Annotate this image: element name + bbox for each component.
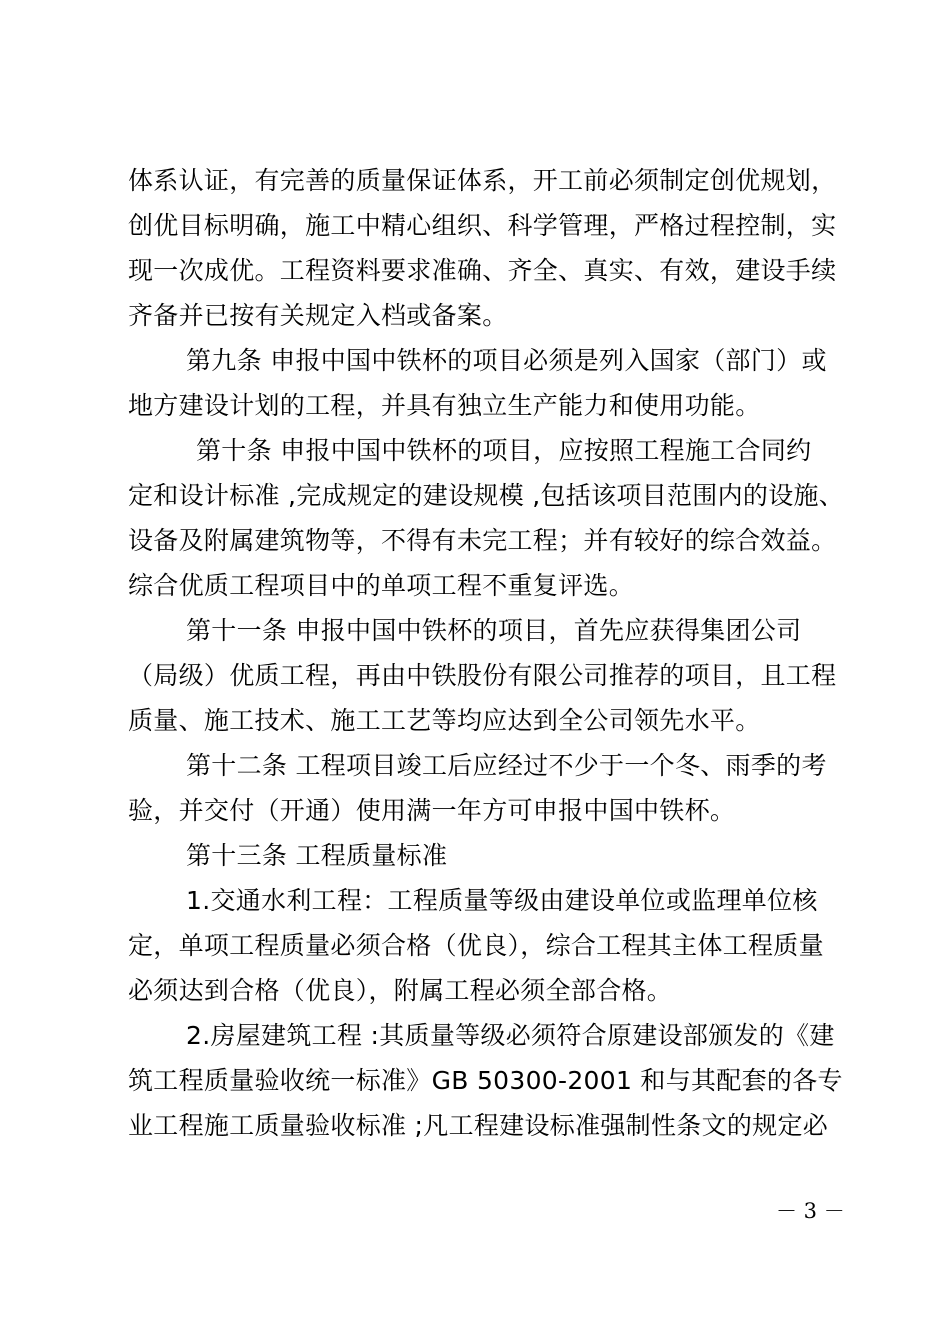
text-line: 定，单项工程质量必须合格（优良），综合工程其主体工程质量: [128, 931, 824, 960]
text-line: 必须达到合格（优良），附属工程必须全部合格。: [128, 976, 673, 1005]
text-line: 创优目标明确，施工中精心组织、科学管理，严格过程控制，实: [128, 211, 837, 240]
page-number: － 3 －: [776, 1199, 845, 1223]
text-line: 验，并交付（开通）使用满一年方可申报中国中铁杯。: [128, 796, 736, 825]
text-line: 体系认证，有完善的质量保证体系，开工前必须制定创优规划，: [128, 166, 837, 195]
text-line: （局级）优质工程，再由中铁股份有限公司推荐的项目，且工程: [128, 661, 837, 690]
article-11-heading-line: 第十一条 申报中国中铁杯的项目，首先应获得集团公司: [186, 616, 802, 645]
text-line: 设备及附属建筑物等，不得有未完工程；并有较好的综合效益。: [128, 526, 837, 555]
text-line: 现一次成优。工程资料要求准确、齐全、真实、有效，建设手续: [128, 256, 837, 285]
text-line: 地方建设计划的工程，并具有独立生产能力和使用功能。: [128, 391, 761, 420]
text-line: 筑工程质量验收统一标准》GB 50300-2001 和与其配套的各专: [128, 1066, 843, 1095]
item-2-line: 2.房屋建筑工程 :其质量等级必须符合原建设部颁发的《建: [186, 1021, 835, 1050]
article-12-heading-line: 第十二条 工程项目竣工后应经过不少于一个冬、雨季的考: [186, 751, 827, 780]
article-10-heading-line: 第十条 申报中国中铁杯的项目，应按照工程施工合同约: [196, 436, 812, 465]
text-line: 综合优质工程项目中的单项工程不重复评选。: [128, 571, 635, 600]
text-line: 定和设计标准 ,完成规定的建设规模 ,包括该项目范围内的设施、: [128, 481, 845, 510]
text-line: 齐备并已按有关规定入档或备案。: [128, 301, 508, 330]
text-line: 业工程施工质量验收标准 ;凡工程建设标准强制性条文的规定必: [128, 1111, 829, 1140]
item-1-line: 1.交通水利工程：工程质量等级由建设单位或监理单位核: [186, 886, 818, 915]
text-line: 质量、施工技术、施工工艺等均应达到全公司领先水平。: [128, 706, 761, 735]
article-9-heading-line: 第九条 申报中国中铁杯的项目必须是列入国家（部门）或: [186, 346, 827, 375]
article-13-heading-line: 第十三条 工程质量标准: [186, 841, 448, 870]
